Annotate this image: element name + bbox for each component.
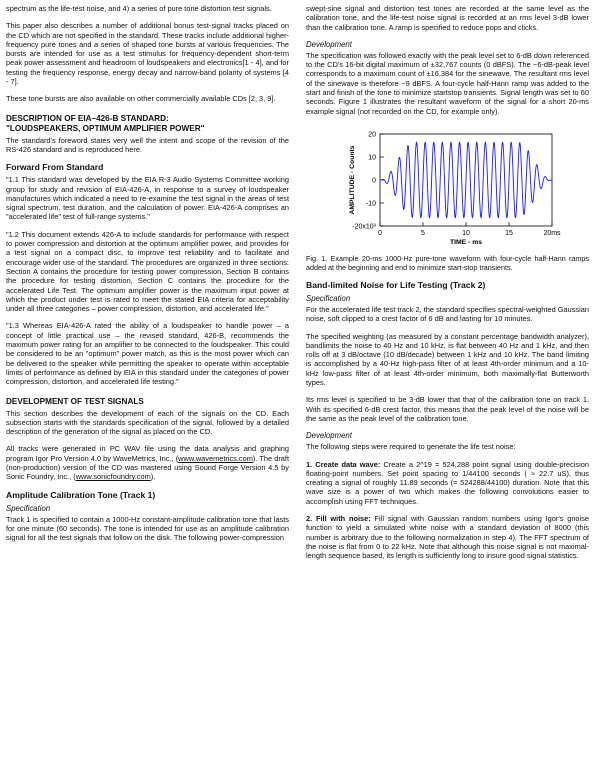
paragraph-track-1-spec-cont: swept-sine signal and distortion test tones are recorded at the same level as the calibration tone, and the life-test noise signal is recorded at an rms level 3-dB lower than the calibration tone. A ramp is specified to reduce pops and clicks. (306, 4, 589, 32)
x-tick-label: 10 (462, 229, 470, 237)
section-heading-line-2: "LOUDSPEAKERS, OPTIMUM AMPLIFIER POWER" (6, 123, 205, 133)
x-axis-label: TIME - ms (449, 238, 483, 246)
paragraph-foreword-intro: The standard's foreword states very well the intent and scope of the revision of the RS-426 standard and is reproduced here. (6, 135, 289, 154)
tools-text-b: ). The draft (non-production) version of the CD was mastered using Sound Forge Version 4.5 by Sonic Foundry, Inc., ( (6, 453, 289, 482)
paragraph-bonus-tracks: This paper also describes a number of additional bonus test-signal tracks placed on the CD which are not specified in the standard. These tracks include additional higher-frequency pure tones and a series of shaped tone bursts at various frequencies. The bursts are intended for use as a test stimulus for frequency-dependent short-term peak power assessment and headroom of loudspeakers and electronics[1 - 4], and for testing the frequency response, energy decay and narrow-band polarity of systems [4 - 7]. (6, 21, 289, 87)
paragraph-track-1-spec: Track 1 is specified to contain a 1000-Hz constant-amplitude calibration tone that lasts for one minute (60 seconds). The tone is intended for use as an amplitude calibration signal for all the test signals that follow on the disk. The following power-compression (6, 514, 289, 543)
step-2-label: 2. Fill with noise: (306, 514, 371, 524)
subheading-forward: Forward From Standard (6, 162, 104, 173)
x-tick-label: 0 (378, 229, 382, 237)
y-tick-label: 10 (368, 154, 376, 162)
wavemetrics-link[interactable]: www.wavemetrics.com (178, 453, 253, 463)
x-tick-label: 5 (421, 229, 425, 237)
paragraph-foreword-1-1: "1.1 This standard was developed by the EIA R-3 Audio Systems Committee working group for study and revision of EIA-426-A, in response to a survey of loudspeaker manufactures which indicated a need to re-examine the test signal in the areas of test signal spectrum, test duration, and the calculation of power. EIA-426-A comprises an "accelerated life" test of full-range systems." (6, 175, 289, 222)
paragraph-track-2-spec: For the accelerated life test track 2, the standard specifies spectral-weighted Gaussian noise, soft clipped to a crest factor of 6 dB and lasting for 10 minutes. (306, 304, 589, 324)
right-column (306, 4, 589, 569)
development-label-track-2: Development (306, 431, 352, 441)
paragraph-track-1-development: The specification was followed exactly with the peak level set to 6-dB down referenced to the CD's 16-bit digital maximum of ±32,767 counts (0 dBFS). The −6-dB-peak level corresponds to a maximum count of ±16,384 for the sinewave. The resultant rms level of the sinewave is therefore −9 dBFS. A four-cycle half-Hann ramp was added to the start and finish of the tone to minimize startstop transients. Signal length was set to 60 seconds. Figure 1 illustrates the resultant waveform of the signal for a short 20-ms example signal (not recorded on the CD, for example only). (306, 50, 589, 116)
development-label-track-1: Development (306, 39, 352, 49)
figure-1-waveform-chart (306, 126, 589, 246)
step-1-text: Create a 2^19 = 524,288 point signal using double-precision floating-point numbers. Set point spacing to 1/44100 seconds ( ≈ 22.7 uS), thus creating a signal of roughly 11.89 seconds (= 524288/44100) duration. Note that this wave size is a power of two which makes the following convolutions easier to accomplish using FFT techniques. (306, 459, 589, 506)
paragraph-tools (6, 444, 289, 481)
section-heading-description (6, 114, 289, 134)
paragraph-tone-bursts: These tone bursts are also available on other commercially available CDs [2, 3, 9]. (6, 94, 276, 104)
y-tick-label: -20x10³ (352, 223, 376, 231)
x-tick-label: 20ms (543, 229, 561, 237)
tools-text-c: ). (150, 472, 156, 482)
sonicfoundry-link[interactable]: www.sonicfoundry.com (75, 472, 151, 482)
paragraph-intro-end: spectrum as the life-test noise, and 4) a series of pure tone distortion test signals. (6, 4, 272, 13)
tools-text-a: All tracks were generated in PC WAV file using the data analysis and graphing program Igor Pro Version 4.0 by WaveMetrics, Inc., ( (6, 444, 289, 463)
waveform-series-line (380, 142, 552, 217)
subheading-track-2: Band-limited Noise for Life Testing (Track 2) (306, 279, 486, 290)
specification-label-track-2: Specification (306, 293, 351, 303)
paragraph-foreword-1-3: "1.3 Whereas EIA-426-A rated the ability of a loudspeaker to handle power – a concept of little practical use – the revised standard, 426-B, recommends the maximum power rating for an amplifier to be connected to the loudspeaker. This could be considered to be an "optimum" power match, as this is the most power which can be delivered to the speaker while permitting the speaker to operate within acceptable limits of performance as defined by EIA in this standard under the categories of power compression, distortion, and accelerated life testing." (6, 321, 289, 387)
step-2-text: Fill signal with Gaussian random numbers using Igor's gnoise function to yield a simulated white noise with a standard deviation of 8000 (this number is arbitrary due to the following normalization in step 4). The FFT spectrum of the noise is flat from 0 to 22 kHz. Note that although this noise signal is not maximal-length sequence based, its length is sufficiently long to insure good signal statistics. (306, 514, 589, 561)
step-1-label: 1. Create data wave: (306, 459, 381, 469)
section-heading-development: DEVELOPMENT OF TEST SIGNALS (6, 396, 144, 406)
paragraph-development-intro: This section describes the development of each of the signals on the CD. Each subsection starts with the standards specification of the signal, followed by a detailed description of the generation of the signal as placed on the CD. (6, 408, 289, 437)
paragraph-steps-intro: The following steps were required to generate the life test noise: (306, 442, 516, 452)
paragraph-foreword-1-2: "1.2 This document extends 426-A to include standards for performance with respect to power compression and distortion at the optimum amplifier power, and provides for a test signal on a compact disc, to improve test reliability and to facilitate and encourage wider use of the standard. The procedures are organized in three sections: Section A contains the procedure for testing power compression, Section B contains the procedure for testing distortion, Section C contains the procedure for the accelerated Life Test. The optimum amplifier power is the maximum input power at which the product under test is rated to meet the stated EIA criteria for acceptability under all three categories – power compression, distortion, and accelerated life." (6, 229, 289, 314)
figure-1-caption: Fig. 1. Example 20-ms 1000-Hz pure-tone waveform with four-cycle half-Hann ramps added at the beginning and end to minimize start-stop transients. (306, 253, 589, 272)
paragraph-step-2 (306, 514, 589, 560)
x-tick-label: 15 (505, 229, 513, 237)
y-tick-label: 0 (372, 177, 376, 185)
specification-label-track-1: Specification (6, 503, 51, 513)
paragraph-weighting: The specified weighting (as measured by a constant percentage bandwidth analyzer), bandlimits the noise to 40 Hz and 10 kHz, is flat between 40 Hz and 1 kHz, and then rolls off at 3 dB/octave (10 dB/decade) between 1 kHz and 10 kHz. The band limiting is accomplished by a 40-Hz high-pass filter of at least 4th-order minimum and a 10-kHz low-pass filter of at least 4th-order minimum, both maximally-flat Butterworth types. (306, 331, 589, 388)
subheading-track-1: Amplitude Calibration Tone (Track 1) (6, 489, 156, 500)
y-tick-label: -10 (365, 200, 376, 208)
y-tick-label: 20 (368, 131, 376, 139)
paragraph-step-1 (306, 460, 589, 506)
paragraph-rms-level: Its rms level is specified to be 3-dB lower that that of the calibration tone on track 1. With its specified 6-dB crest factor, this means that the peak level of the noise will be the same as the peak level of the calibration tone. (306, 395, 589, 423)
section-heading-line-1: DESCRIPTION OF EIA–426-B STANDARD: (6, 113, 169, 123)
left-column (6, 4, 289, 550)
y-axis-label: AMPLITUDE · Counts (349, 145, 356, 215)
